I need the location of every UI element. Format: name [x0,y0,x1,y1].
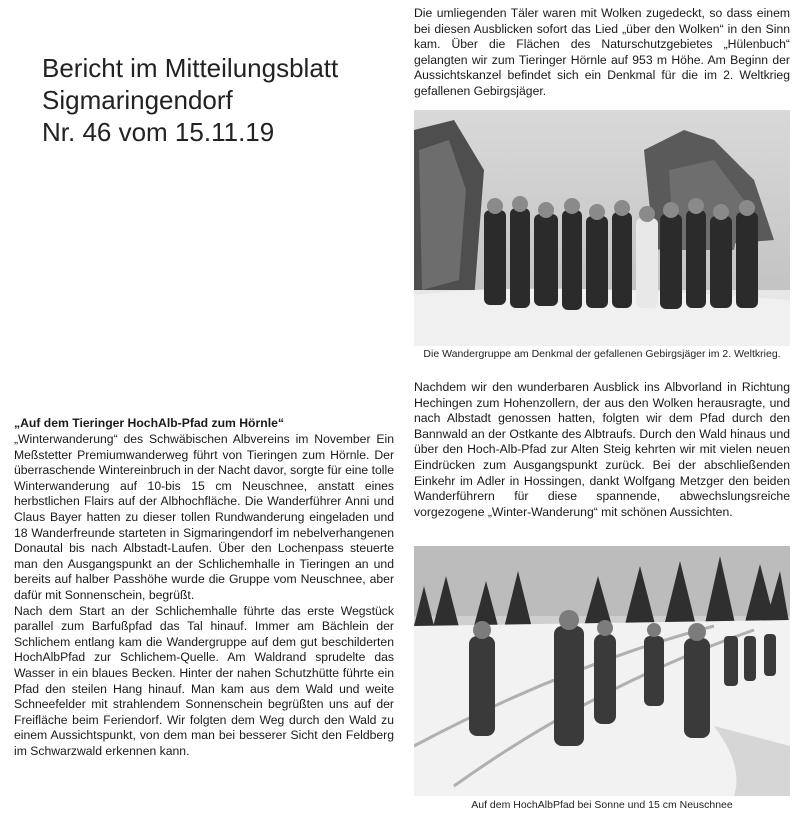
left-paragraph-2: Nach dem Start an der Schlichemhalle führte das erste Wegstück parallel zum Barfußpfad das Tal hinauf. Immer am Bächlein der Schlichem entlang kam die Wandergruppe auf dem gut beschilderten HochAlbPfad zur Schlichem-Quelle. Am Waldrand sprudelte das Wasser in ein blaues Becken. Hinter der nahen Schutzhütte führte ein Pfad den steilen Hang hinauf. Man kam aus dem Wald und weite Schneefelder mit strahlendem Sonnenschein begrüßten uns auf der Freifläche beim Feriendorf. Wir folgten dem Weg durch den Wald zu einem Aussichtspunkt, von dem man bei besserer Sicht den Feldberg im Schwarzwald erkennen kann. [14,603,394,758]
left-column-text [14,432,394,759]
photo-caption-monument: Die Wandergruppe am Denkmal der gefallenen Gebirgsjäger im 2. Weltkrieg. [423,348,781,360]
heading-line-2: Sigmaringendorf [42,85,233,115]
article-title: „Auf dem Tieringer HochAlb-Pfad zum Hörnle“ [14,416,284,430]
right-column-top-text: Die umliegenden Täler waren mit Wolken zugedeckt, so dass einem bei diesen Ausblicken sofort das Lied „über den Wolken“ in den Sinn kam. Über die Flächen des Naturschutzgebietes „Hülenbuch“ gelangten wir zum Tieringer Hörnle auf 953 m Höhe. Am Beginn der Aussichtskanzel befindet sich ein Denkmal für die im 2. Weltkrieg gefallenen Gebirgsjäger. [414,6,790,98]
photo-caption-snow: Auf dem HochAlbPfad bei Sonne und 15 cm Neuschnee [471,799,733,811]
left-paragraph-1: „Winterwanderung“ des Schwäbischen Albvereins im November Ein Meßstetter Premiumwanderweg führt von Tieringen zum Hörnle. Der überraschende Wintereinbruch in der Nacht davor, sorgte für eine tolle Winterwanderung auf 10-bis 15 cm Neuschnee, anstatt eines herbstlichen Flairs auf der Albhochfläche. Die Wanderführer Anni und Claus Bayer hatten zu dieser tollen Rundwanderung eingeladen und 18 Wanderfreunde starteten in Sigmaringendorf im nebelverhangenen Donautal bis nach Albstadt-Laufen. Über den Lochenpass steuerte man den Ausgangspunkt an der Schlichemhalle in Tieringen an und bereits auf halber Passhöhe wurde die Gruppe vom Neuschnee, aber dafür mit Sonnenschein, begrüßt. [14,432,394,602]
right-column-middle-text: Nachdem wir den wunderbaren Ausblick ins Albvorland in Richtung Hechingen zum Hohenzollern, der aus den Wolken herausragte, und nach Albstadt genossen hatten, folgten wir dem Pfad durch den Bannwald an der Ostkante des Albtraufs. Durch den Wald hinaus und über den Hoch-Alb-Pfad zur Alten Steig kehrten wir mit vielen neuen Eindrücken zum Ausgangspunkt zurück. Bei der abschließenden Einkehr im Adler in Hossingen, dankt Wolfgang Metzger den beiden Wanderführern für diese spannende, abwechslungsreiche vorgezogene „Winter-Wanderung“ mit schönen Aussichten. [414,380,790,519]
heading-line-3: Nr. 46 vom 15.11.19 [42,117,275,147]
group-photo-monument [414,110,790,346]
hiking-photo-snow [414,546,790,796]
heading-line-1: Bericht im Mitteilungsblatt [42,53,339,83]
report-heading [42,52,382,148]
